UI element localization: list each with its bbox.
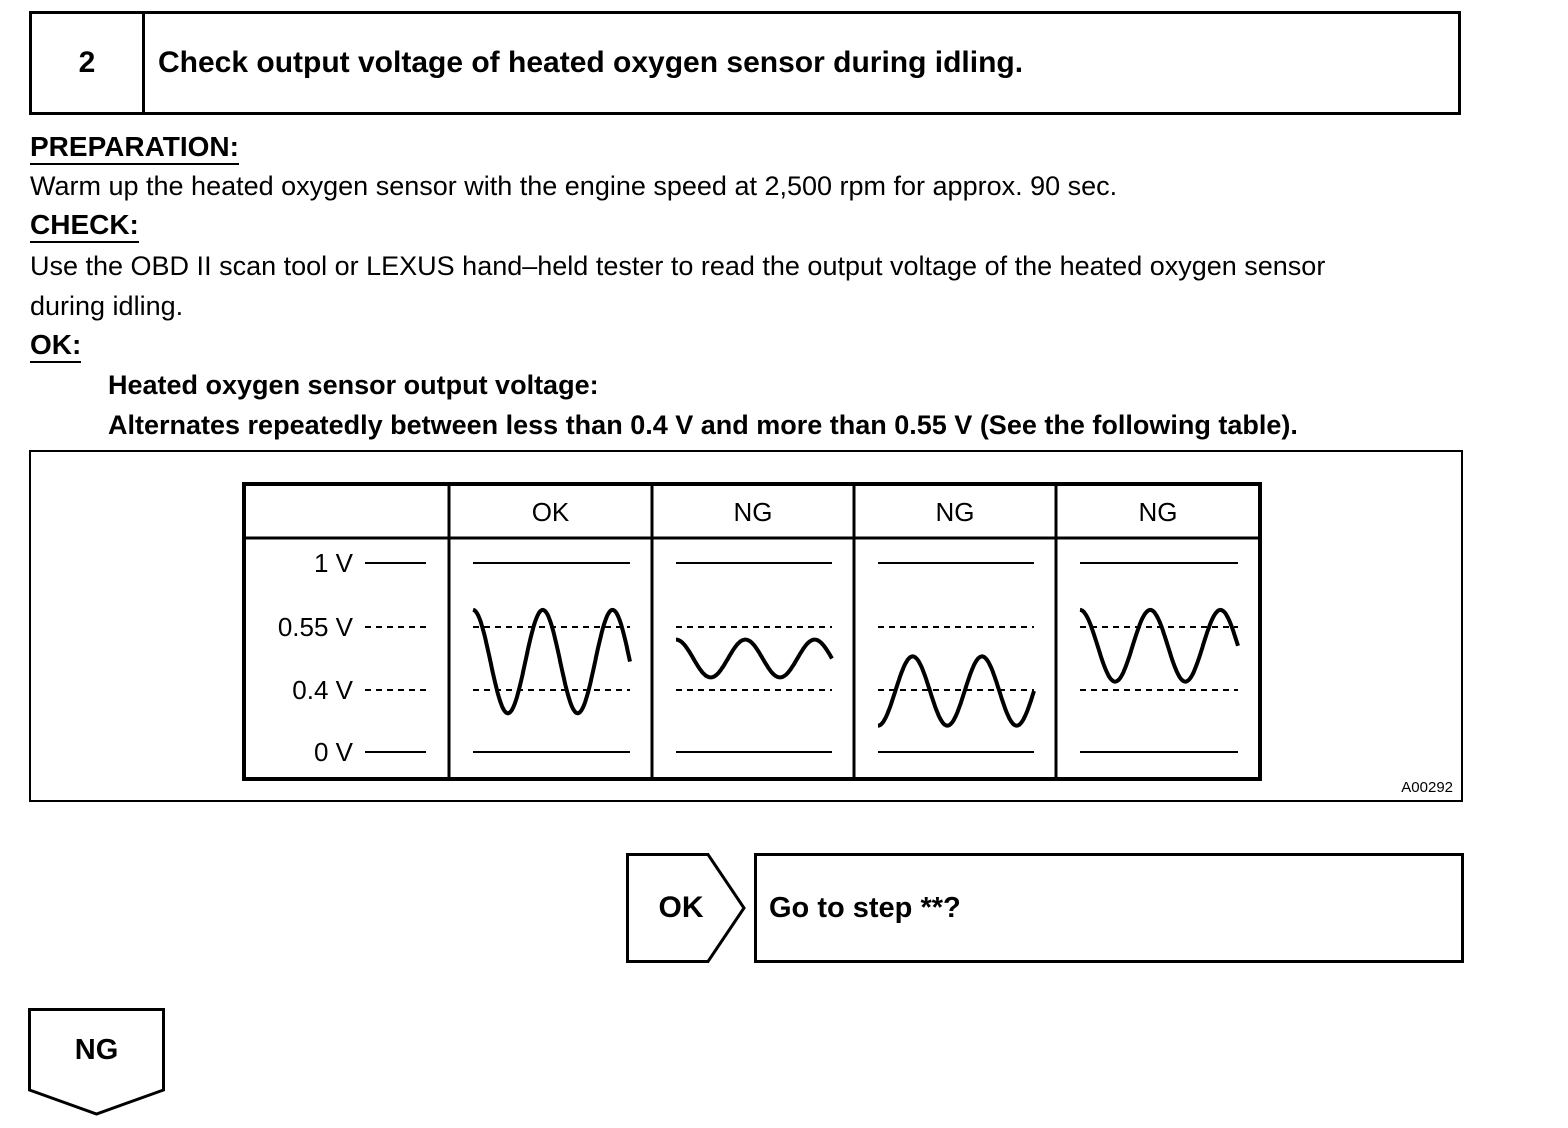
go-to-step-box: [754, 853, 1464, 963]
waveform-4: [1080, 610, 1238, 682]
step-title: Check output voltage of heated oxygen sensor during idling.: [158, 46, 1024, 79]
level-label: 0.4 V: [292, 675, 353, 705]
preparation-text: Warm up the heated oxygen sensor with the engine speed at 2,500 rpm for approx. 90 sec.: [30, 171, 1118, 201]
reference-lines: [365, 563, 1238, 752]
waveform-1: [473, 610, 630, 713]
table-grid: [244, 484, 1260, 779]
column-header-ng: NG: [935, 497, 975, 527]
figure-box: [29, 450, 1463, 802]
table-frame: [244, 484, 1260, 779]
ok-heading: OK:: [30, 329, 81, 363]
column-header-ng: NG: [1138, 497, 1178, 527]
check-heading: CHECK:: [30, 209, 139, 243]
preparation-heading: PREPARATION:: [30, 131, 239, 165]
waveform-2: [676, 640, 832, 678]
column-header-ng: NG: [733, 497, 773, 527]
voltage-waveform-table: [31, 452, 1461, 800]
step-number: 2: [32, 14, 145, 112]
figure-code: A00292: [1401, 779, 1453, 796]
step-header-box: [29, 11, 1461, 115]
check-text-line2: during idling.: [30, 291, 184, 321]
ng-result-label: NG: [74, 1033, 119, 1066]
level-label: 1 V: [313, 548, 353, 578]
ok-result-label: OK: [658, 891, 704, 924]
ok-spec-line2: Alternates repeatedly between less than 0.4 V and more than 0.55 V (See the following table).: [108, 410, 1298, 440]
column-header-ok: OK: [531, 497, 570, 527]
level-label: 0 V: [313, 737, 353, 767]
ok-spec-line1: Heated oxygen sensor output voltage:: [108, 370, 599, 400]
go-to-step-text: Go to step **?: [769, 891, 961, 924]
level-label: 0.55 V: [277, 612, 353, 642]
check-text-line1: Use the OBD II scan tool or LEXUS hand–held tester to read the output voltage of the heated oxygen sensor: [30, 251, 1326, 281]
